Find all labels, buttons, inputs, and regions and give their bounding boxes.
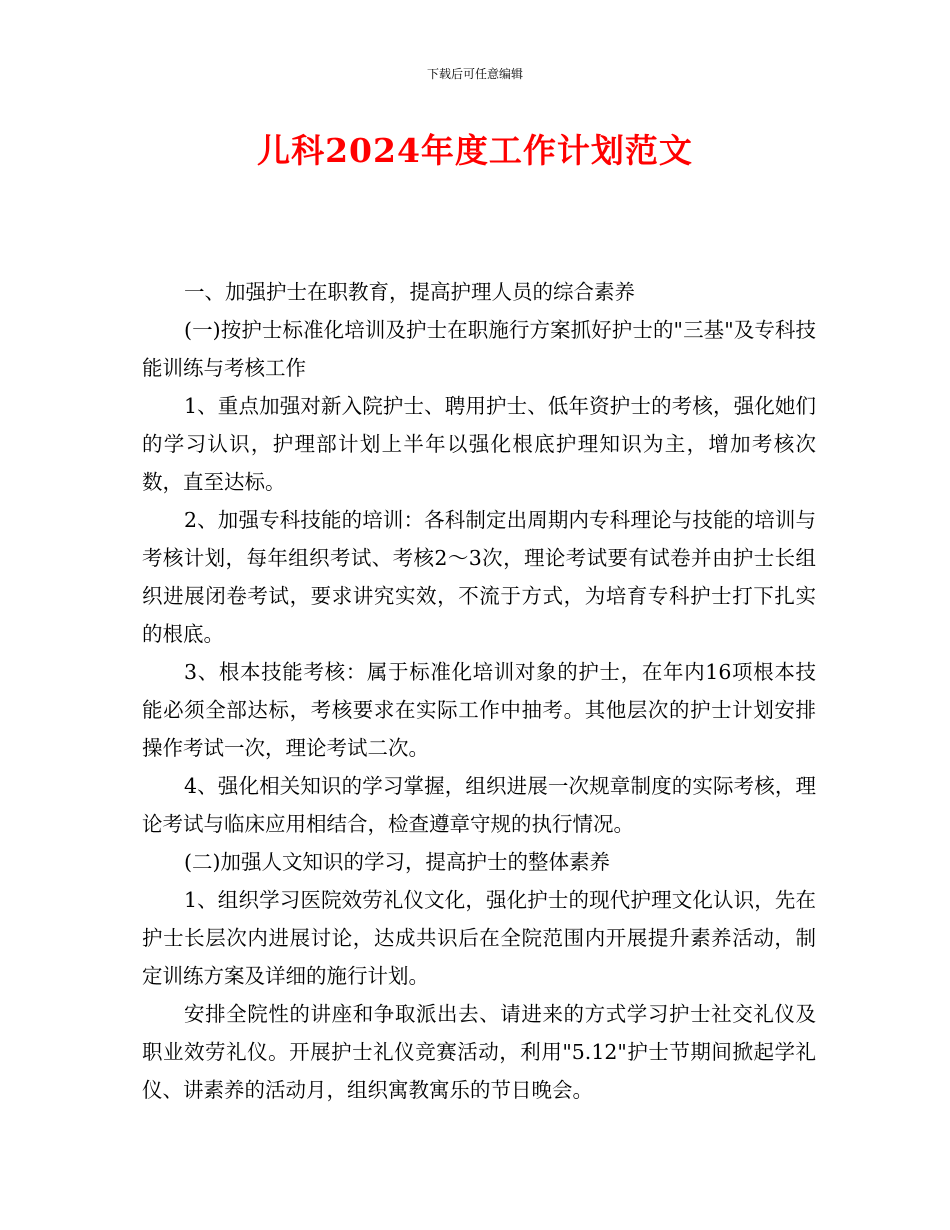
paragraph: 3、根本技能考核：属于标准化培训对象的护士，在年内16项根本技能必须全部达标，考核要求在实际工作中抽考。其他层次的护士计划安排操作考试一次，理论考试二次。 bbox=[142, 660, 816, 760]
paragraph: 安排全院性的讲座和争取派出去、请进来的方式学习护士社交礼仪及职业效劳礼仪。开展护士礼仪竞赛活动，利用"5.12"护士节期间掀起学礼仪、讲素养的活动月，组织寓教寓乐的节日晚会。 bbox=[142, 1002, 816, 1102]
document-body bbox=[142, 273, 816, 1109]
subsection-heading-2: (二)加强人文知识的学习，提高护士的整体素养 bbox=[184, 850, 610, 874]
section-heading-1: 一、加强护士在职教育，提高护理人员的综合素养 bbox=[184, 280, 635, 304]
paragraph: 2、加强专科技能的培训：各科制定出周期内专科理论与技能的培训与考核计划，每年组织考试、考核2～3次，理论考试要有试卷并由护士长组织进展闭卷考试，要求讲究实效，不流于方式，为培育专科护士打下扎实的根底。 bbox=[142, 508, 816, 646]
paragraph: 1、重点加强对新入院护士、聘用护士、低年资护士的考核，强化她们的学习认识，护理部计划上半年以强化根底护理知识为主，增加考核次数，直至达标。 bbox=[142, 394, 816, 494]
document-title: 儿科2024年度工作计划范文 bbox=[257, 131, 693, 170]
paragraph: 1、组织学习医院效劳礼仪文化，强化护士的现代护理文化认识，先在护士长层次内进展讨论，达成共识后在全院范围内开展提升素养活动，制定训练方案及详细的施行计划。 bbox=[142, 888, 816, 988]
header-note: 下载后可任意编辑 bbox=[426, 67, 523, 81]
paragraph: 4、强化相关知识的学习掌握，组织进展一次规章制度的实际考核，理论考试与临床应用相结合，检查遵章守规的执行情况。 bbox=[142, 774, 816, 836]
subsection-heading-1: (一)按护士标准化培训及护士在职施行方案抓好护士的"三基"及专科技能训练与考核工作 bbox=[142, 318, 816, 380]
